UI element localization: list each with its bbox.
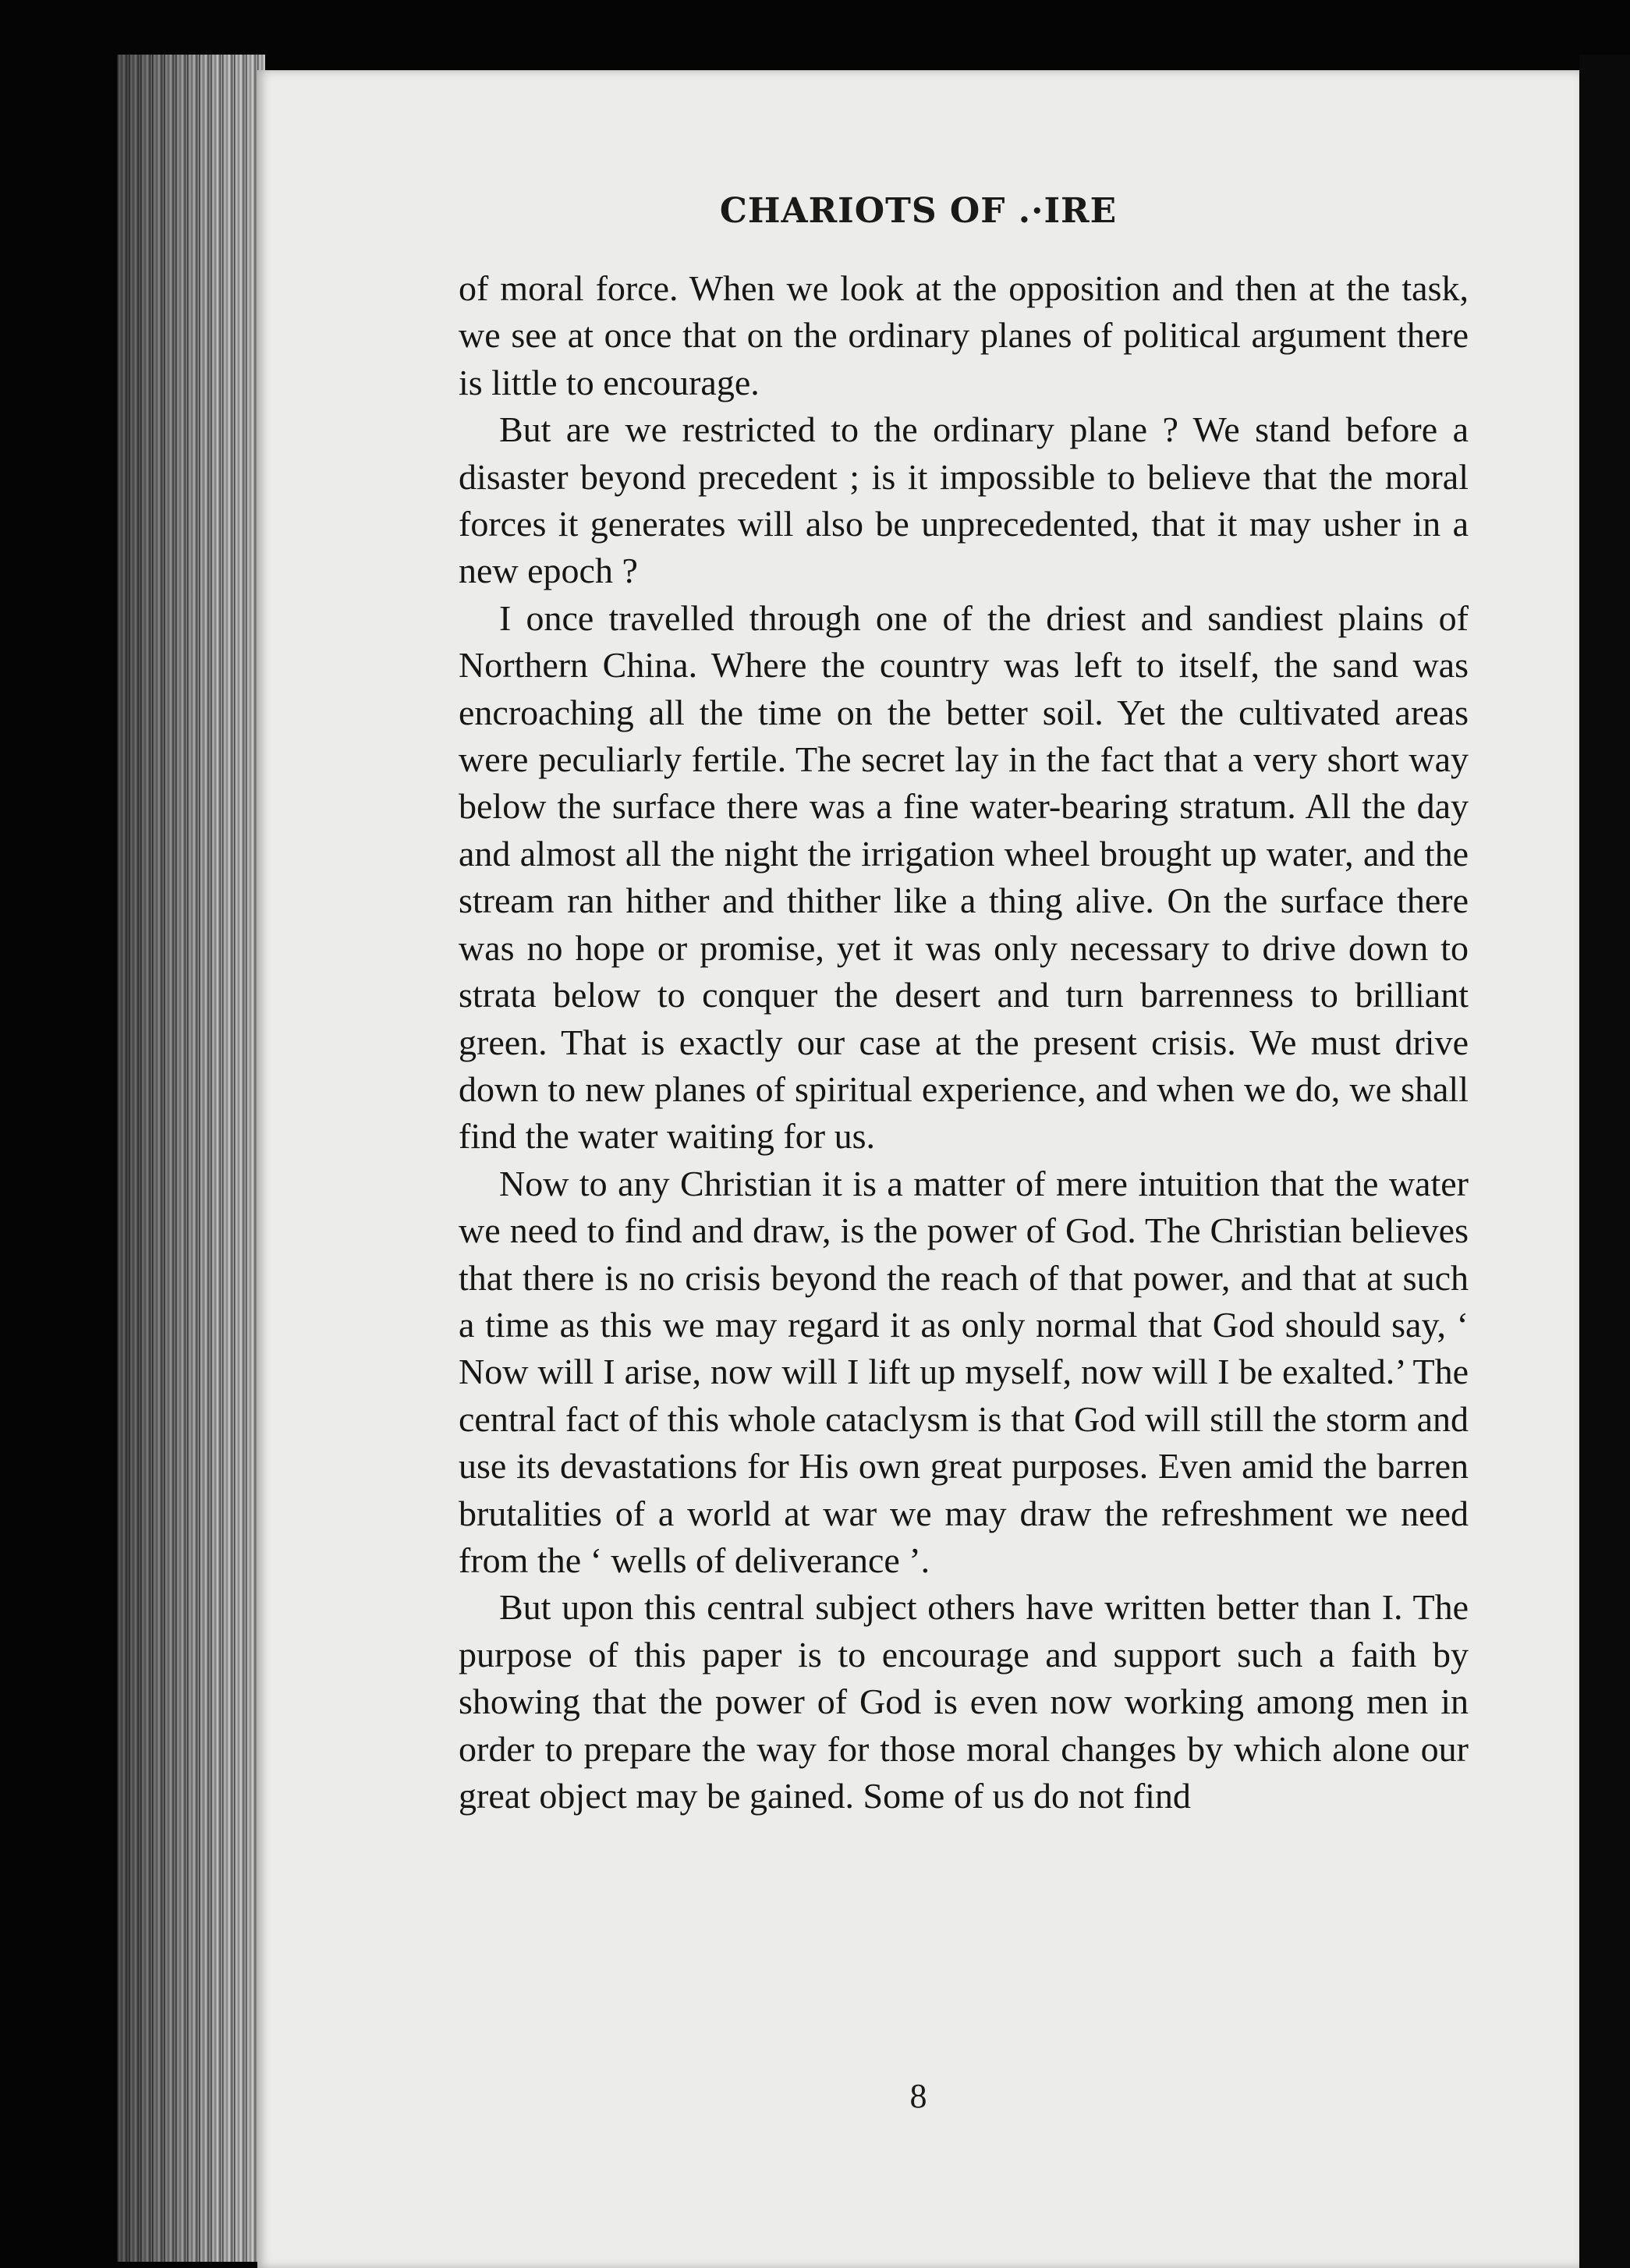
body-text: [459, 265, 1469, 1820]
paragraph-5: But upon this central subject others have written better than I. The purpose of this paper is to encourage and support such a faith by showing that the power of God is even now working among men in order to prepare the way for those moral changes by which alone our great object may be gained. Some of us do not find: [459, 1587, 1469, 1816]
paragraph-4: Now to any Christian it is a matter of mere intuition that the water we need to find and draw, is the power of God. The Christian believes that there is no crisis beyond the reach of that power, and that at such a time as this we may regard it as only normal that God should say, ‘ Now will I arise, now will I lift up myself, now will I be exalted.’ The central fact of this whole cataclysm is that God will still the storm and use its devastations for His own great purposes. Even amid the barren brutalities of a world at war we may draw the refreshment we need from the ‘ wells of deliverance ’.: [459, 1163, 1469, 1580]
page-number: 8: [909, 2077, 927, 2115]
running-head: CHARIOTS OF .·IRE: [719, 191, 1118, 231]
paragraph-2: But are we restricted to the ordinary plane ? We stand before a disaster beyond precedent ; is it impossible to believe that the moral forces it generates will also be unprecedented, that it may usher in a new epoch ?: [459, 409, 1469, 591]
paragraph-3: I once travelled through one of the driest and sandiest plains of Northern China. Where the country was left to itself, the sand was encroaching all the time on the better soil. Yet the cultivated areas were peculiarly fertile. The secret lay in the fact that a very short way below the surface there was a fine water-bearing stratum. All the day and almost all the night the irrigation wheel brought up water, and the stream ran hither and thither like a thing alive. On the surface there was no hope or promise, yet it was only necessary to drive down to strata below to conquer the desert and turn barrenness to brilliant green. That is exactly our case at the present crisis. We must drive down to new planes of spiritual experience, and when we do, we shall find the water waiting for us.: [459, 597, 1469, 1157]
paragraph-1: of moral force. When we look at the opposition and then at the task, we see at once that on the ordinary planes of political argument there is little to encourage.: [459, 268, 1469, 402]
scan-border-right: [1579, 55, 1630, 2268]
page-edges-shadow: [117, 55, 265, 2262]
